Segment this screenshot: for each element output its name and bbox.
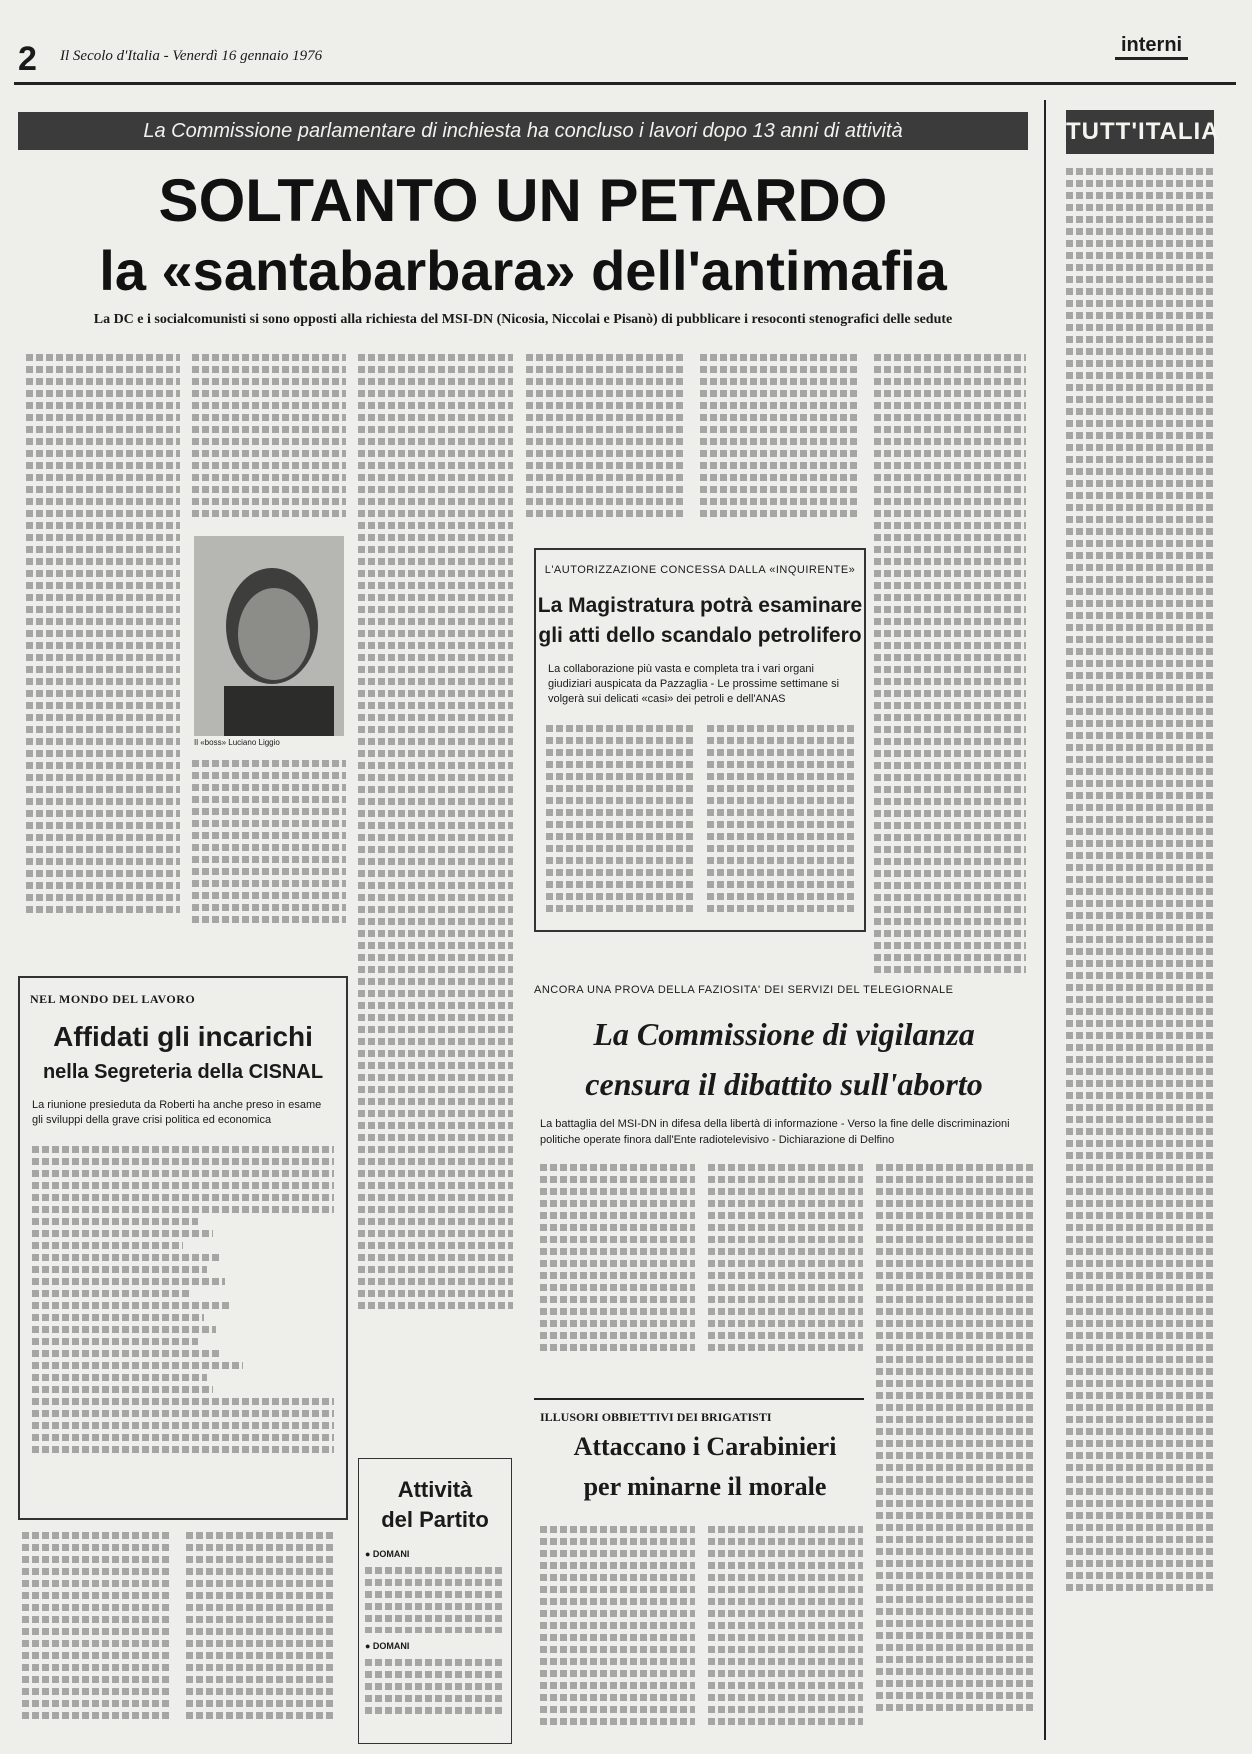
main-column-3	[358, 350, 513, 1310]
sidebar-divider	[1044, 100, 1046, 1740]
lavoro-summary: La riunione presieduta da Roberti ha anche preso in esame gli sviluppi della grave crisi politica ed economica	[32, 1099, 322, 1126]
main-column-5	[700, 350, 860, 530]
main-column-2-top	[192, 350, 346, 530]
main-column-4	[526, 350, 686, 530]
bottom-left-column-2	[186, 1528, 336, 1738]
main-column-6	[874, 350, 1026, 990]
magistratura-headline-1: La Magistratura potrà esaminare	[537, 594, 863, 617]
partito-box	[358, 1458, 512, 1744]
main-subheadline: La DC e i socialcomunisti si sono opposti alla richiesta del MSI-DN (Nicosia, Niccolai e Pisanò) di pubblicare i resoconti stenografici delle sedute	[93, 312, 953, 327]
lavoro-body	[32, 1142, 334, 1492]
magistratura-body	[546, 721, 854, 931]
partito-item-2-body	[365, 1655, 505, 1715]
liggio-photo	[194, 536, 344, 736]
vigilanza-column-2	[708, 1160, 863, 1370]
vigilanza-summary: La battaglia del MSI-DN in difesa della libertà di informazione - Verso la fine delle discriminazioni politiche operate finora dall'Ente radiotelevisivo - Dichiarazione di Delfino	[540, 1118, 1010, 1146]
brigatisti-headline-2: per minarne il morale	[583, 1472, 827, 1501]
portrait-image	[194, 536, 344, 736]
magistratura-summary: La collaborazione più vasta e completa tra i vari organi giudiziari auspicata da Pazzaglia - Le prossime settimane si volgerà sui delicati «casi» dei petroli e dell'ANAS	[548, 663, 840, 705]
header-rule	[14, 82, 1236, 85]
main-column-2-bottom	[192, 756, 346, 932]
magistratura-box	[534, 548, 866, 932]
partito-item-1: ● DOMANI	[365, 1549, 410, 1559]
brigatisti-column-2	[708, 1522, 863, 1738]
main-column-1	[26, 350, 180, 930]
vigilanza-headline-2: censura il dibattito sull'aborto	[585, 1066, 983, 1102]
main-banner-text: La Commissione parlamentare di inchiesta ha concluso i lavori dopo 13 anni di attività	[143, 119, 903, 142]
date-line: Il Secolo d'Italia - Venerdì 16 gennaio 1976	[60, 48, 323, 64]
lavoro-kicker: NEL MONDO DEL LAVORO	[30, 992, 196, 1006]
main-banner	[18, 112, 1028, 150]
magistratura-kicker: L'AUTORIZZAZIONE CONCESSA DALLA «INQUIRENTE»	[544, 564, 856, 576]
brigatisti-column-1	[540, 1522, 695, 1738]
page-number: 2	[18, 40, 37, 78]
brigatisti-kicker: ILLUSORI OBBIETTIVI DEI BRIGATISTI	[540, 1410, 772, 1424]
section-label: interni	[1115, 34, 1188, 60]
partito-title-1: Attività	[397, 1477, 473, 1502]
vigilanza-kicker: ANCORA UNA PROVA DELLA FAZIOSITA' DEI SERVIZI DEL TELEGIORNALE	[534, 984, 954, 996]
brigatisti-headline-1: Attaccano i Carabinieri	[573, 1432, 837, 1461]
vigilanza-column-1	[540, 1160, 695, 1370]
lavoro-headline-2: nella Segreteria della CISNAL	[42, 1061, 324, 1083]
bottom-left-column-1	[22, 1528, 172, 1738]
magistratura-headline-2: gli atti dello scandalo petrolifero	[538, 624, 862, 647]
partito-item-1-body	[365, 1563, 505, 1633]
vigilanza-column-3	[876, 1160, 1036, 1740]
brigatisti-rule	[534, 1398, 864, 1400]
main-headline-1: SOLTANTO UN PETARDO	[158, 167, 888, 234]
partito-item-2: ● DOMANI	[365, 1641, 410, 1651]
lavoro-headline-1: Affidati gli incarichi	[53, 1021, 313, 1052]
vigilanza-headline-1: La Commissione di vigilanza	[593, 1016, 975, 1052]
sidebar-body	[1066, 164, 1216, 1734]
main-headline-2: la «santabarbara» dell'antimafia	[99, 239, 947, 302]
sidebar-title: TUTT'ITALIA	[1066, 110, 1214, 154]
photo-caption: Il «boss» Luciano Liggio	[194, 738, 280, 747]
lavoro-box	[18, 976, 348, 1520]
partito-title-2: del Partito	[381, 1507, 489, 1532]
